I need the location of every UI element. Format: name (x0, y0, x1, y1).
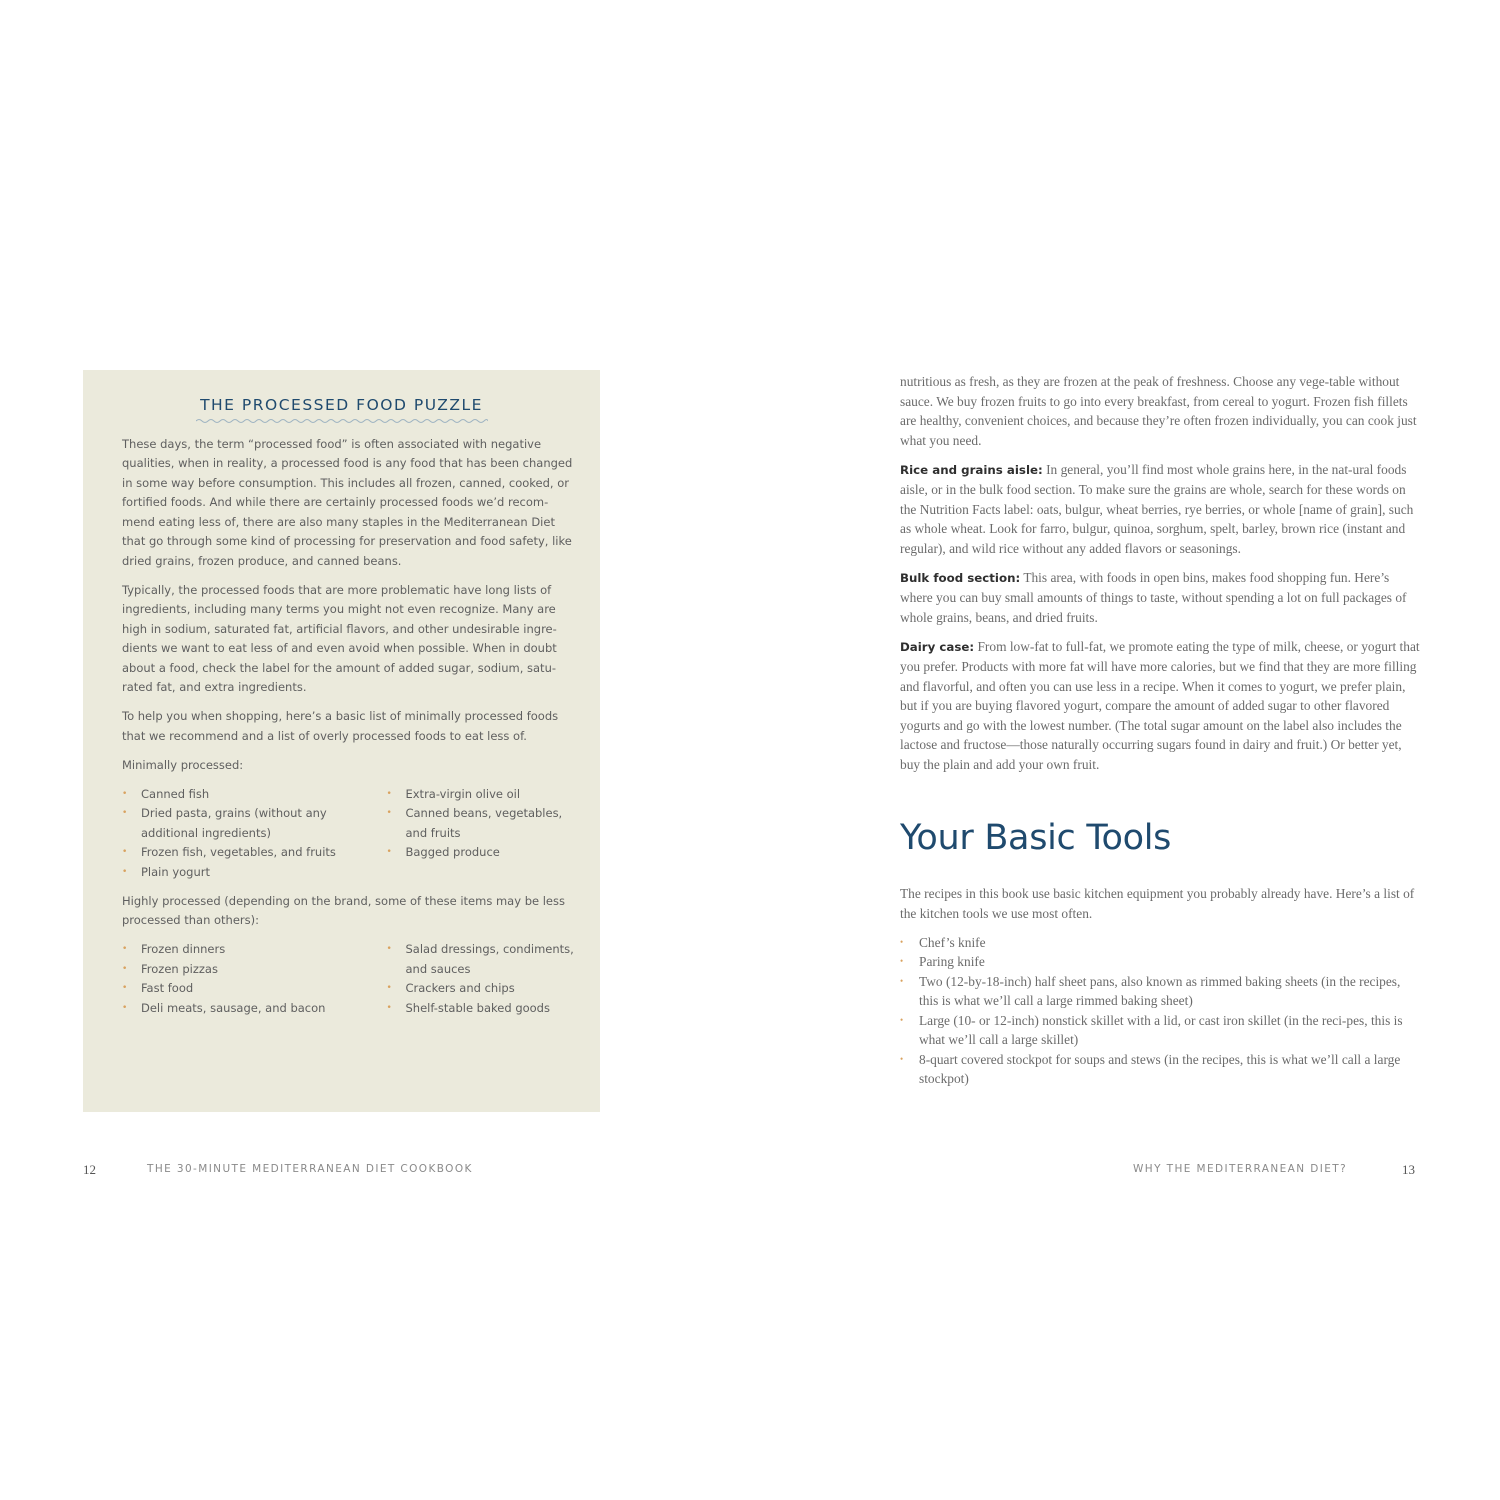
list-item: • Shelf-stable baked goods (386, 999, 574, 1019)
right-page-body (900, 372, 1420, 1089)
list-item: • Large (10- or 12-inch) nonstick skillet with a lid, or cast iron skillet (in the reci-pes, this is what we’ll call a large skillet) (900, 1011, 1420, 1050)
section-text: In general, you’ll find most whole grains here, in the nat-ural foods aisle, or in the bulk food section. To make sure the grains are whole, search for these words on the Nutrition Facts label: oats, bulgur, wheat berries, rye berries, or whole [name of grain], such as whole wheat. Look for farro, bulgur, quinoa, sorghum, spelt, barley, brown rice (instant and regular), and wild rice without any added flavors or seasonings. (900, 461, 1414, 556)
list-item: • Canned beans, vegetables, and fruits (386, 804, 574, 843)
list-item: • Canned fish (122, 785, 386, 805)
section-paragraph (900, 637, 1420, 775)
sidebar-paragraph: To help you when shopping, here’s a basic list of minimally processed foods that we recommend and a list of overly processed foods to eat less of. (122, 709, 559, 743)
tools-list (900, 933, 1420, 1089)
list-item: • Bagged produce (386, 843, 574, 863)
section-text: This area, with foods in open bins, makes food shopping fun. Here’s where you can buy small amounts of things to taste, without spending a lot on full packages of whole grains, beans, and dried fruits. (900, 569, 1407, 625)
list-item: • Frozen dinners (122, 940, 386, 960)
sidebar-paragraph: Typically, the processed foods that are more problematic have long lists of ingredients, including many terms you might not even recognize. Many are high in sodium, saturated fat, artificial flavors, and other undesirable ingre-dients we want to eat less of and even avoid when possible. When in doubt about a food, check the label for the amount of added sugar, sodium, satu-rated fat, and extra ingredients. (122, 582, 557, 694)
processed-food-sidebar (83, 370, 600, 1112)
section-term: Rice and grains aisle: (900, 462, 1043, 477)
highly-processed-label: Highly processed (depending on the brand, some of these items may be less processed than others): (122, 893, 565, 927)
section-paragraph (900, 460, 1420, 559)
list-item: • Extra-virgin olive oil (386, 785, 574, 805)
list-item: • Crackers and chips (386, 979, 574, 999)
left-page-number: 12 (83, 1162, 96, 1177)
sidebar-paragraph: These days, the term “processed food” is often associated with negative qualities, when in reality, a processed food is any food that has been changed in some way before consumption. This includes all frozen, canned, cooked, or fortified foods. And while there are certainly processed foods we’d recom-mend eating less of, there are also many staples in the Mediterranean Diet that go through some kind of processing for preservation and food safety, like dried grains, frozen produce, and canned beans. (122, 436, 573, 568)
minimally-processed-label: Minimally processed: (122, 757, 244, 772)
left-running-title: THE 30-MINUTE MEDITERRANEAN DIET COOKBOOK (147, 1163, 473, 1175)
list-item: • Frozen pizzas (122, 960, 386, 980)
list-item: • Two (12-by-18-inch) half sheet pans, also known as rimmed baking sheets (in the recipes, this is what we’ll call a large rimmed baking sheet) (900, 972, 1420, 1011)
list-item: • Plain yogurt (122, 863, 386, 883)
right-running-title: WHY THE MEDITERRANEAN DIET? (1133, 1163, 1348, 1175)
section-term: Dairy case: (900, 639, 975, 654)
list-item: • Dried pasta, grains (without any additional ingredients) (122, 804, 386, 843)
intro-paragraph: nutritious as fresh, as they are frozen at the peak of freshness. Choose any vege-table without sauce. We buy frozen fruits to go into every breakfast, from cereal to yogurt. Frozen fish fillets are healthy, convenient choices, and because they’re often frozen individually, you can cook just what you need. (900, 374, 1417, 448)
tools-intro: The recipes in this book use basic kitchen equipment you probably already have. Here’s a list of the kitchen tools we use most often. (900, 886, 1415, 921)
sidebar-title: THE PROCESSED FOOD PUZZLE (200, 396, 483, 414)
list-item: • 8-quart covered stockpot for soups and stews (in the recipes, this is what we’ll call a large stockpot) (900, 1050, 1420, 1089)
list-item: • Fast food (122, 979, 386, 999)
tools-heading: Your Basic Tools (900, 818, 1172, 858)
highly-processed-list (122, 940, 574, 1018)
section-paragraph (900, 568, 1420, 628)
right-page-number: 13 (1402, 1162, 1415, 1177)
list-item: • Paring knife (900, 952, 1420, 972)
list-item: • Frozen fish, vegetables, and fruits (122, 843, 386, 863)
list-item: • Deli meats, sausage, and bacon (122, 999, 386, 1019)
section-text: From low-fat to full-fat, we promote eating the type of milk, cheese, or yogurt that you prefer. Products with more fat will have more calories, but we find that they are more filling and flavorful, and often you can use less in a recipe. When it comes to yogurt, we prefer plain, but if you are buying flavored yogurt, compare the amount of added sugar to other flavored yogurts and go with the lowest number. (The total sugar amount on the label also includes the lactose and fructose—those naturally occurring sugars found in dairy and fruit.) Or better yet, buy the plain and add your own fruit. (900, 638, 1420, 772)
minimally-processed-list (122, 785, 574, 883)
list-item: • Chef’s knife (900, 933, 1420, 953)
wavy-underline-icon (196, 418, 501, 424)
section-term: Bulk food section: (900, 570, 1021, 585)
list-item: • Salad dressings, condiments, and sauces (386, 940, 574, 979)
